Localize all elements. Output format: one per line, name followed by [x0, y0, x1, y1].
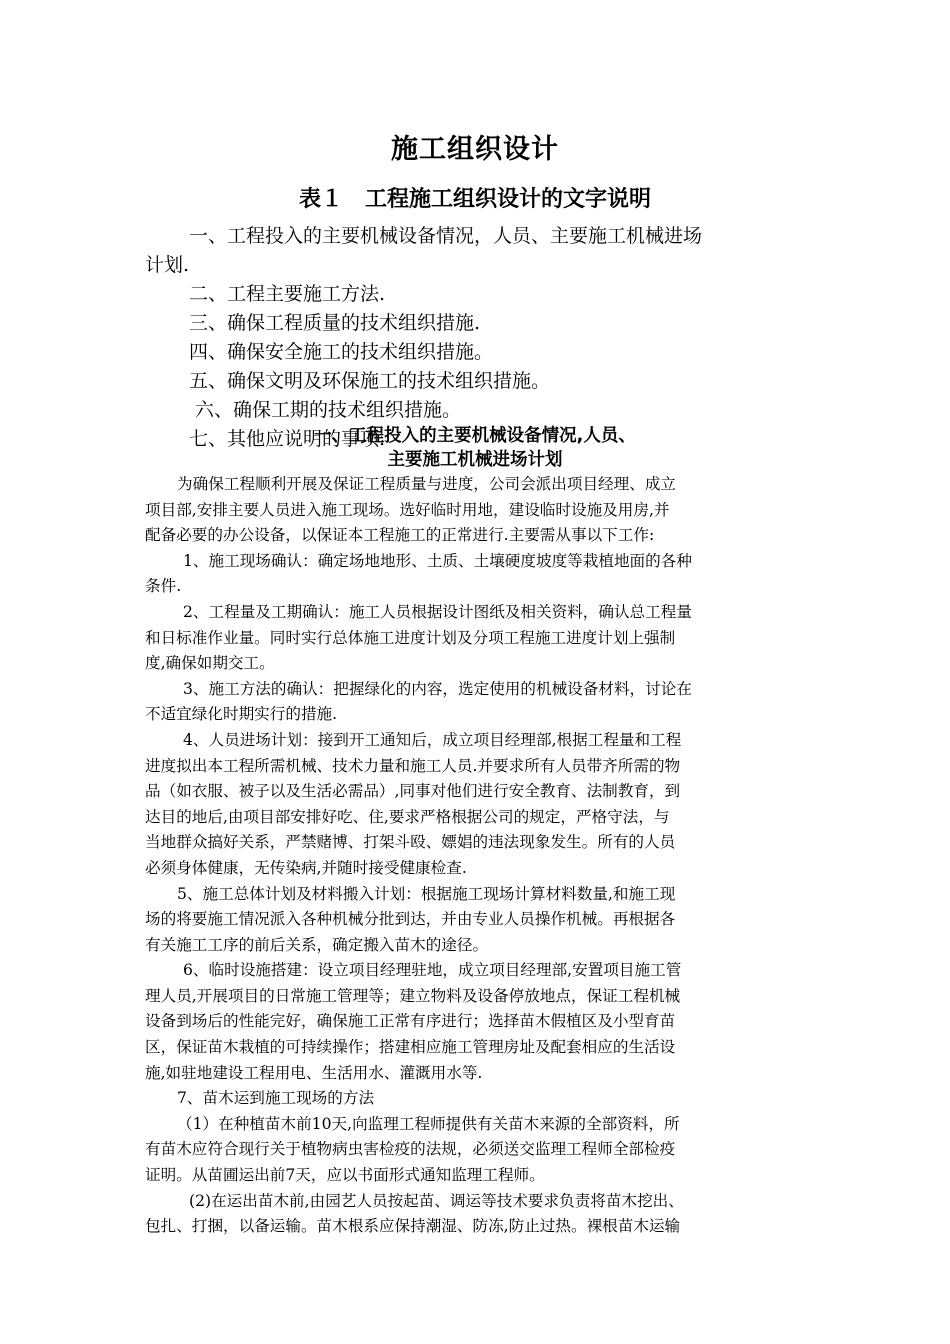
body-line: 4、人员进场计划：接到开工通知后，成立项目经理部,根据工程量和工程: [183, 730, 682, 749]
outline-list: [145, 222, 810, 454]
body-line: 5、施工总体计划及材料搬入计划：根据施工现场计算材料数量,和施工现: [177, 884, 676, 903]
body-line: 达目的地后,由项目部安排好吃、住,要求严格根据公司的规定，严格守法，与: [145, 807, 670, 826]
body-line: 必须身体健康，无传染病,并随时接受健康检查.: [145, 858, 467, 877]
body-line: 条件.: [145, 577, 182, 596]
body-line: 配备必要的办公设备，以保证本工程施工的正常进行.主要需从事以下工作:: [145, 526, 655, 545]
body-line: 和日标准作业量。同时实行总体施工进度计划及分项工程施工进度计划上强制: [145, 628, 676, 647]
body-line: 证明。从苗圃运出前7天，应以书面形式通知监理工程师。: [145, 1166, 545, 1185]
section-heading: 一、工程投入的主要机械设备情况,人员、: [314, 426, 636, 446]
body-line: 2、工程量及工期确认：施工人员根据设计图纸及相关资料，确认总工程量: [183, 602, 692, 621]
body-line: 6、临时设施搭建：设立项目经理驻地，成立项目经理部,安置项目施工管: [183, 961, 682, 980]
outline-item: 四、确保安全施工的技术组织措施。: [189, 341, 494, 363]
body-line: 理人员,开展项目的日常施工管理等；建立物料及设备停放地点，保证工程机械: [145, 986, 681, 1005]
page-subtitle: 表１ 工程施工组织设计的文字说明: [298, 187, 651, 212]
body-line: 为确保工程顺利开展及保证工程质量与进度，公司会派出项目经理、成立: [177, 475, 677, 493]
body-line: 设备到场后的性能完好，确保施工正常有序进行；选择苗木假植区及小型育苗: [145, 1012, 676, 1031]
body-line: 包扎、打捆，以备运输。苗木根系应保持潮湿、防冻,防止过热。裸根苗木运输: [145, 1217, 681, 1236]
outline-item: 六、确保工期的技术组织措施。: [195, 399, 462, 421]
body-line: 场的将要施工情况派入各种机械分批到达，并由专业人员操作机械。再根据各: [145, 910, 676, 929]
outline-item: 一、工程投入的主要机械设备情况，人员、主要施工机械进场: [189, 225, 703, 247]
body-line: 有苗木应符合现行关于植物病虫害检疫的法规，必须送交监理工程师全部检疫: [145, 1140, 676, 1159]
body-line: 3、施工方法的确认：把握绿化的内容，选定使用的机械设备材料，讨论在: [183, 679, 692, 698]
body-line: 进度拟出本工程所需机械、技术力量和施工人员.并要求所有人员带齐所需的物: [145, 756, 681, 775]
body-line: 不适宜绿化时期实行的措施.: [145, 705, 338, 724]
outline-item: 二、工程主要施工方法.: [189, 283, 386, 305]
body-line: 施,如驻地建设工程用电、生活用水、灌溉用水等.: [145, 1063, 483, 1082]
body-line: 7、苗木运到施工现场的方法: [177, 1089, 375, 1108]
body-line: 区，保证苗木栽植的可持续操作；搭建相应施工管理房址及配套相应的生活设: [145, 1038, 676, 1057]
body-line: （1）在种植苗木前10天,向监理工程师提供有关苗木来源的全部资料，所: [177, 1114, 680, 1133]
outline-item: 计划.: [145, 254, 190, 276]
body-line: 品（如衣服、被子以及生活必需品）,同事对他们进行安全教育、法制教育，到: [145, 782, 681, 801]
body-line: 当地群众搞好关系，严禁赌博、打架斗殴、嫖娼的违法现象发生。所有的人员: [145, 833, 676, 852]
body-line: (2)在运出苗木前,由园艺人员按起苗、调运等技术要求负责将苗木挖出、: [189, 1191, 684, 1210]
page-title: 施工组织设计: [391, 134, 559, 165]
outline-item: 五、确保文明及环保施工的技术组织措施。: [189, 370, 551, 392]
body-line: 度,确保如期交工。: [145, 654, 275, 673]
section-heading: 主要施工机械进场计划: [387, 450, 563, 470]
body-line: 有关施工工序的前后关系，确定搬入苗木的途径。: [145, 935, 489, 954]
outline-item: 七、其他应说明的事项.: [189, 428, 386, 450]
body-line: 1、施工现场确认：确定场地地形、土质、土壤硬度坡度等栽植地面的各种: [183, 551, 692, 570]
body-line: 项目部,安排主要人员进入施工现场。选好临时用地，建设临时设施及用房,并: [145, 500, 670, 519]
outline-item: 三、确保工程质量的技术组织措施.: [189, 312, 481, 334]
body-text: [145, 472, 807, 1240]
